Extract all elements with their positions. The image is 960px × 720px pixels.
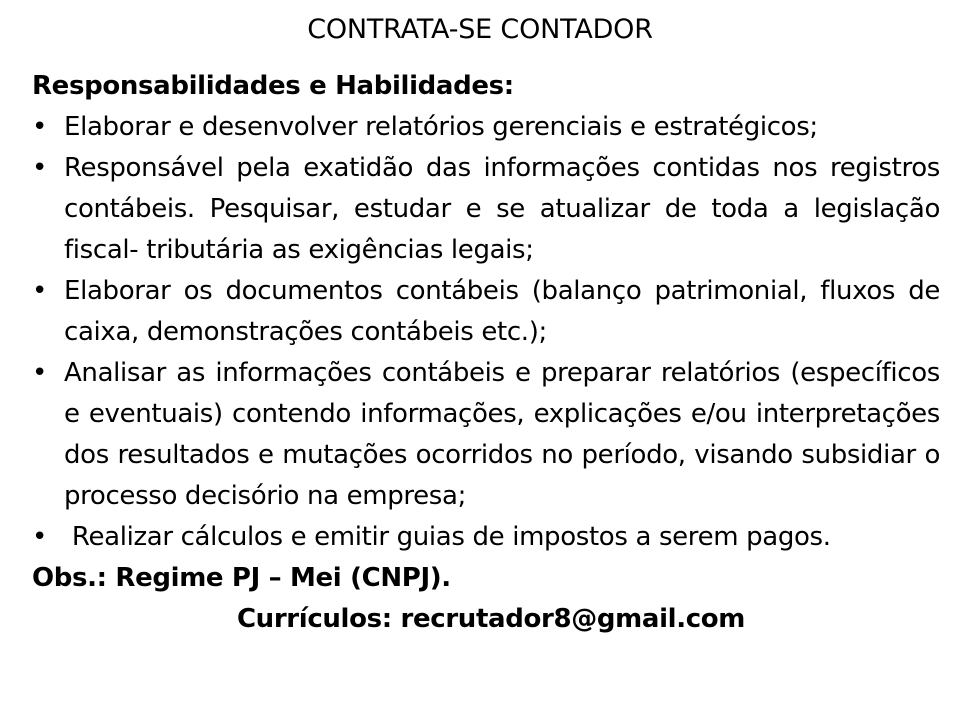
list-item — [32, 517, 940, 558]
observation-note: Obs.: Regime PJ – Mei (CNPJ). — [32, 563, 451, 593]
bullet-icon: • — [32, 358, 47, 388]
bullet-icon: • — [32, 112, 47, 142]
responsibilities-list — [32, 107, 940, 558]
document-body — [32, 66, 940, 640]
page-title: CONTRATA-SE CONTADOR — [307, 14, 653, 45]
bullet-icon: • — [32, 153, 47, 183]
contact-line: Currículos: recrutador8@gmail.com — [236, 604, 746, 634]
list-item-text: Realizar cálculos e emitir guias de impostos a serem pagos. — [64, 522, 831, 552]
section-heading: Responsabilidades e Habilidades: — [32, 71, 514, 101]
list-item — [32, 148, 940, 271]
bullet-icon: • — [32, 276, 47, 306]
list-item-text: Elaborar os documentos contábeis (balanço patrimonial, fluxos de caixa, demonstrações contábeis etc.); — [64, 276, 940, 347]
bullet-icon: • — [32, 522, 47, 552]
list-item-text: Responsável pela exatidão das informações contidas nos registros contábeis. Pesquisar, estudar e se atualizar de toda a legislação fiscal- tributária as exigências legais; — [64, 153, 940, 265]
list-item — [32, 107, 940, 148]
list-item-text: Elaborar e desenvolver relatórios gerenciais e estratégicos; — [64, 112, 818, 142]
list-item — [32, 353, 940, 517]
list-item-text: Analisar as informações contábeis e preparar relatórios (específicos e eventuais) contendo informações, explicações e/ou interpretações dos resultados e mutações ocorridos no período, visando subsidiar o processo decisório na empresa; — [64, 358, 940, 511]
list-item — [32, 271, 940, 353]
